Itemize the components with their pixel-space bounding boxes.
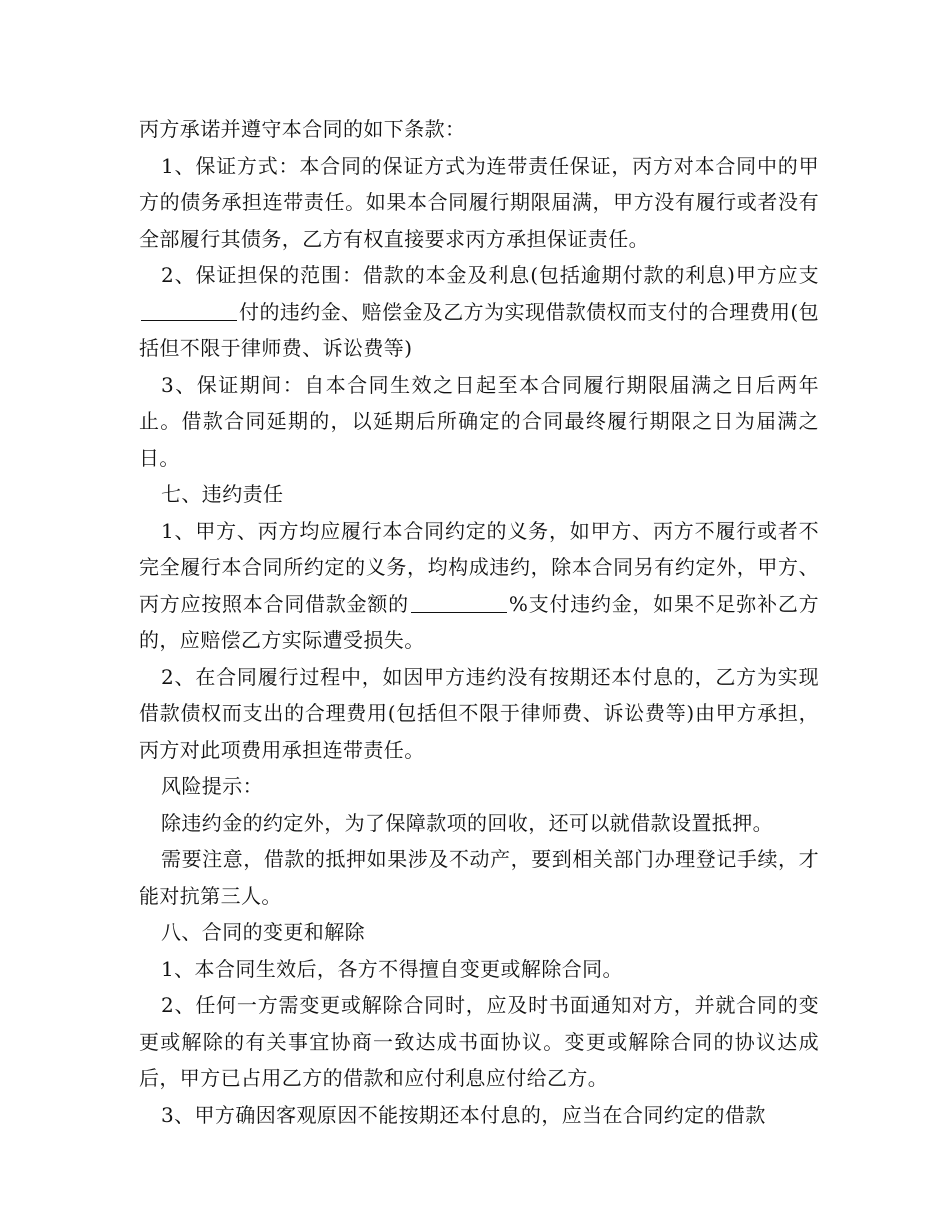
risk-heading: 风险提示： <box>161 774 263 798</box>
change-1-paragraph: 1、本合同生效后，各方不得擅自变更或解除合同。 <box>161 956 623 981</box>
document-body <box>139 111 819 1133</box>
guarantee-scope-paragraph <box>139 257 819 367</box>
guarantee-method-paragraph: 1、保证方式：本合同的保证方式为连带责任保证，丙方对本合同中的甲方的债务承担连带责任。如果本合同履行期限届满，甲方没有履行或者没有全部履行其债务，乙方有权直接要求丙方承担保证责任。 <box>139 153 819 251</box>
change-3-paragraph: 3、甲方确因客观原因不能按期还本付息的，应当在合同约定的借款 <box>161 1102 766 1127</box>
guarantee-scope-text-before: 2、保证担保的范围：借款的本金及利息(包括逾期付款的利息)甲方应支 <box>161 263 819 287</box>
risk-2-paragraph: 需要注意，借款的抵押如果涉及不动产，要到相关部门办理登记手续，才能对抗第三人。 <box>139 847 819 908</box>
risk-1-paragraph: 除违约金的约定外，为了保障款项的回收，还可以就借款设置抵押。 <box>161 810 773 835</box>
penalty-rate-blank-field <box>411 594 507 613</box>
change-2-paragraph: 2、任何一方需变更或解除合同时，应及时书面通知对方，并就合同的变更或解除的有关事宜协商一致达成书面协议。变更或解除合同的协议达成后，甲方已占用乙方的借款和应付利息应付给乙方。 <box>139 993 819 1090</box>
intro-paragraph: 丙方承诺并遵守本合同的如下条款： <box>139 117 466 141</box>
amount-blank-field <box>141 302 237 321</box>
breach-2-paragraph: 2、在合同履行过程中，如因甲方违约没有按期还本付息的，乙方为实现借款债权而支出的合理费用(包括但不限于律师费、诉讼费等)由甲方承担，丙方对此项费用承担连带责任。 <box>139 664 819 762</box>
breach-1-text-after: %支付违约金，如果不足弥补乙方的，应赔偿乙方实际遭受损失。 <box>139 591 819 652</box>
guarantee-scope-text-after: 付的违约金、赔偿金及乙方为实现借款债权而支付的合理费用(包括但不限于律师费、诉讼费等) <box>139 299 819 360</box>
section-7-heading: 七、违约责任 <box>161 482 284 506</box>
breach-1-text-before: 1、甲方、丙方均应履行本合同约定的义务，如甲方、丙方不履行或者不完全履行本合同所约定的义务，均构成违约，除本合同另有约定外，甲方、丙方应按照本合同借款金额的 <box>139 518 819 616</box>
breach-1-paragraph <box>139 513 819 659</box>
guarantee-period-paragraph: 3、保证期间：自本合同生效之日起至本合同履行期限届满之日后两年止。借款合同延期的，以延期后所确定的合同最终履行期限之日为届满之日。 <box>139 372 819 470</box>
section-8-heading: 八、合同的变更和解除 <box>161 920 365 944</box>
